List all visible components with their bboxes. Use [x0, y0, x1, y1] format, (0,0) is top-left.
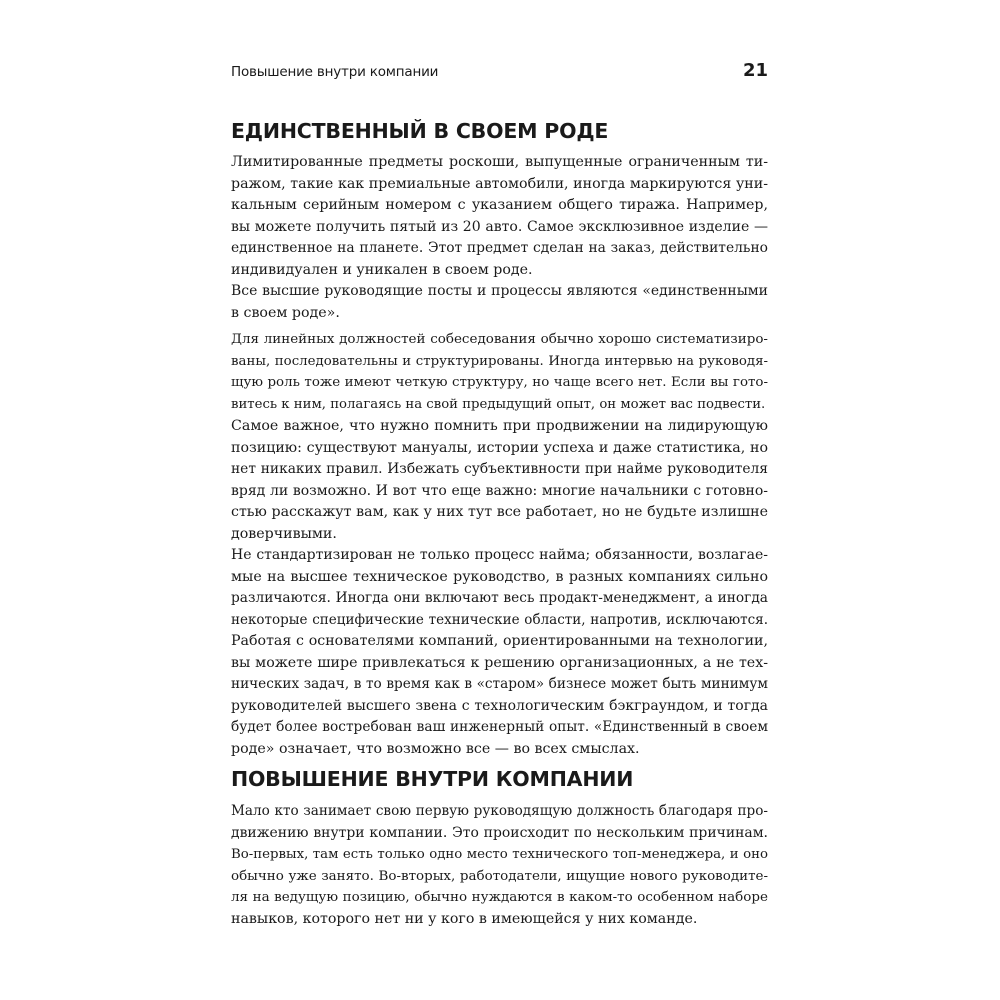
text-line: мые на высшее техническое руководство, в разных компаниях сильно: [231, 568, 768, 585]
text-line: кальным серийным номером с указанием общего тиража. Например,: [231, 197, 768, 213]
text-line: Мало кто занимает свою первую руководящую должность благодаря про-: [231, 803, 768, 819]
section-heading-internal-promotion: ПОВЫШЕНИЕ ВНУТРИ КОМПАНИИ: [231, 767, 634, 791]
paragraph-top-positions: [231, 281, 768, 324]
text-line: единственное на планете. Этот предмет сделан на заказ, действительно: [231, 240, 768, 256]
running-title: Повышение внутри компании: [231, 64, 439, 80]
text-line: доверчивыми.: [231, 525, 337, 542]
text-line: ражом, такие как премиальные автомобили, иногда маркируются уни-: [231, 175, 768, 192]
text-line: вы можете получить пятый из 20 авто. Самое эксклюзивное изделие —: [231, 218, 768, 235]
text-line: ваны, последовательны и структурированы. Иногда интервью на руководя-: [231, 353, 768, 369]
text-line: ля на ведущую позицию, обычно нуждаются в каком-то особенном наборе: [231, 889, 768, 905]
paragraph-interviews: [231, 329, 768, 415]
paragraph-not-standardized: [231, 545, 768, 760]
paragraph-luxury-items: [231, 152, 768, 281]
text-line: в своем роде».: [231, 304, 340, 321]
section-heading-one-of-a-kind: ЕДИНСТВЕННЫЙ В СВОЕМ РОДЕ: [231, 119, 609, 143]
text-line: навыков, которого нет ни у кого в имеющейся у них команде.: [231, 910, 698, 927]
text-line: Во-первых, там есть только одно место технического топ-менеджера, и оно: [231, 847, 768, 862]
text-line: будет более востребован ваш инженерный опыт. «Единственный в своем: [231, 719, 768, 735]
paragraph-internal-promotion: [231, 801, 768, 930]
text-line: движению внутри компании. Это происходит по нескольким причинам.: [231, 824, 768, 841]
text-line: стью расскажут вам, как у них тут все работает, но не будьте излишне: [231, 504, 768, 520]
text-line: вряд ли возможно. И вот что еще важно: многие начальники с готовно-: [231, 482, 768, 499]
text-line: Не стандартизирован не только процесс найма; обязанности, возлагае-: [231, 547, 768, 563]
text-line: некоторые специфические технические области, напротив, исключаются.: [231, 611, 768, 628]
text-line: Для линейных должностей собеседования обычно хорошо систематизиро-: [231, 331, 768, 347]
text-line: Самое важное, что нужно помнить при продвижении на лидирующую: [231, 418, 768, 434]
text-line: позицию: существуют мануалы, истории успеха и даже статистика, но: [231, 439, 768, 456]
text-line: щую роль тоже имеют четкую структуру, но чаще всего нет. Если вы гото-: [231, 375, 768, 390]
page-number: 21: [742, 60, 768, 81]
text-line: вы можете шире привлекаться к решению организационных, а не тех-: [231, 654, 768, 671]
text-line: руководителей высшего звена с технологическим бэкграундом, и тогда: [231, 697, 768, 714]
text-line: витесь к ним, полагаясь на свой предыдущий опыт, он может вас подвести.: [231, 396, 766, 412]
text-line: Работая с основателями компаний, ориентированными на технологии,: [231, 633, 768, 649]
text-line: нет никаких правил. Избежать субъективности при найме руководителя: [231, 461, 768, 477]
text-line: обычно уже занято. Во-вторых, работодатели, ищущие нового руководите-: [231, 868, 768, 884]
text-line: различаются. Иногда они включают весь продакт-менеджмент, а иногда: [231, 590, 768, 606]
text-line: индивидуален и уникален в своем роде.: [231, 261, 533, 278]
text-line: Все высшие руководящие посты и процессы являются «единственными: [231, 283, 768, 299]
paragraph-no-rules: [231, 416, 768, 545]
text-line: нических задач, в то время как в «старом» бизнесе может быть минимум: [231, 676, 768, 692]
text-line: роде» означает, что возможно все — во всех смыслах.: [231, 740, 640, 757]
running-header: [231, 60, 768, 86]
text-line: Лимитированные предметы роскоши, выпущенные ограниченным ти-: [231, 154, 768, 170]
